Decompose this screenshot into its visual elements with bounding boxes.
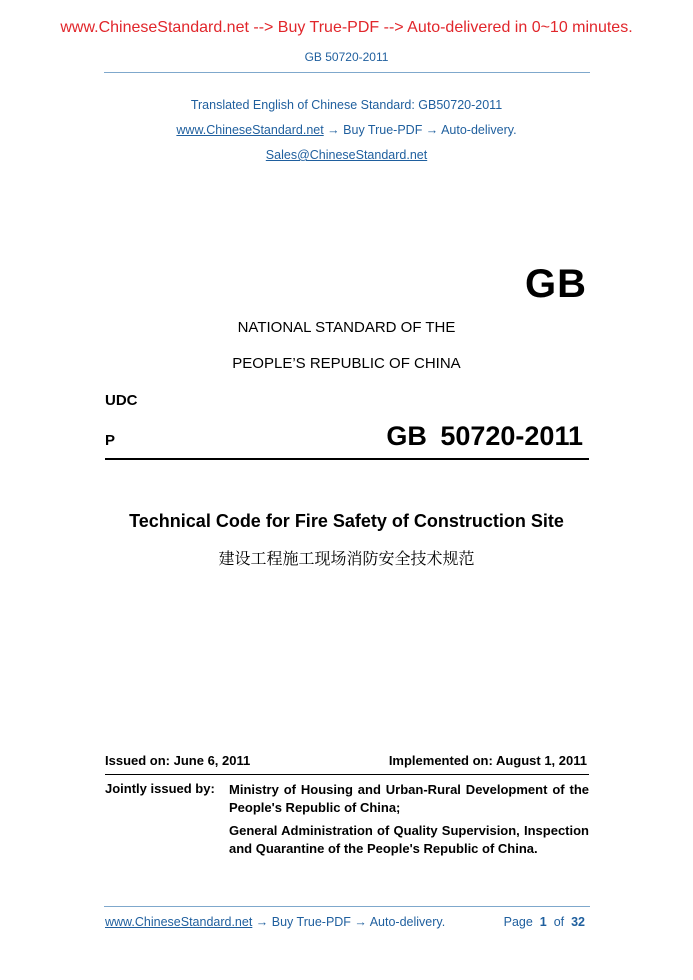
national-standard-line-2: PEOPLE’S REPUBLIC OF CHINA xyxy=(232,355,461,372)
top-banner-link[interactable]: www.ChineseStandard.net --> Buy True-PDF --> Auto-delivered in 0~10 minutes. xyxy=(60,19,633,36)
footer-divider xyxy=(104,906,590,907)
page-label: Page xyxy=(503,915,533,929)
translation-site-line xyxy=(0,123,693,137)
standard-number: GB 50720-2011 xyxy=(386,421,583,451)
issued-date: Issued on: June 6, 2011 xyxy=(105,753,251,768)
jointly-issued-label: Jointly issued by: xyxy=(105,781,215,796)
national-standard-line-1: NATIONAL STANDARD OF THE xyxy=(237,319,456,336)
page-total: 32 xyxy=(571,915,585,929)
issuance-divider xyxy=(105,774,589,775)
title-english: Technical Code for Fire Safety of Construction Site xyxy=(129,511,564,531)
p-label: P xyxy=(105,432,116,449)
page-current: 1 xyxy=(539,915,547,929)
udc-label: UDC xyxy=(105,392,138,409)
page-of: of xyxy=(553,915,565,929)
page-indicator xyxy=(504,915,585,929)
footer-site-line xyxy=(105,915,445,929)
header-divider xyxy=(104,72,590,73)
standard-number-divider xyxy=(105,458,589,460)
translation-email-line xyxy=(0,148,693,162)
site-link[interactable]: www.ChineseStandard.net xyxy=(176,123,324,137)
footer-site-suffix: → Buy True-PDF → Auto-delivery. xyxy=(252,915,446,929)
issuer-ministry: Ministry of Housing and Urban-Rural Development of the People's Republic of China; xyxy=(229,782,589,815)
issuer-aqsiq: General Administration of Quality Supervision, Inspection and Quarantine of the People's Republic of China. xyxy=(229,823,589,856)
site-link-suffix: → Buy True-PDF → Auto-delivery. xyxy=(323,123,517,137)
title-chinese: 建设工程施工现场消防安全技术规范 xyxy=(218,549,475,568)
gb-mark: GB xyxy=(525,262,587,306)
footer-site-link[interactable]: www.ChineseStandard.net xyxy=(105,915,253,929)
header-standard-code: GB 50720-2011 xyxy=(304,50,389,64)
translation-title: Translated English of Chinese Standard: GB50720-2011 xyxy=(190,98,503,112)
sales-email-link[interactable]: Sales@ChineseStandard.net xyxy=(265,148,428,162)
implemented-date: Implemented on: August 1, 2011 xyxy=(388,753,587,768)
